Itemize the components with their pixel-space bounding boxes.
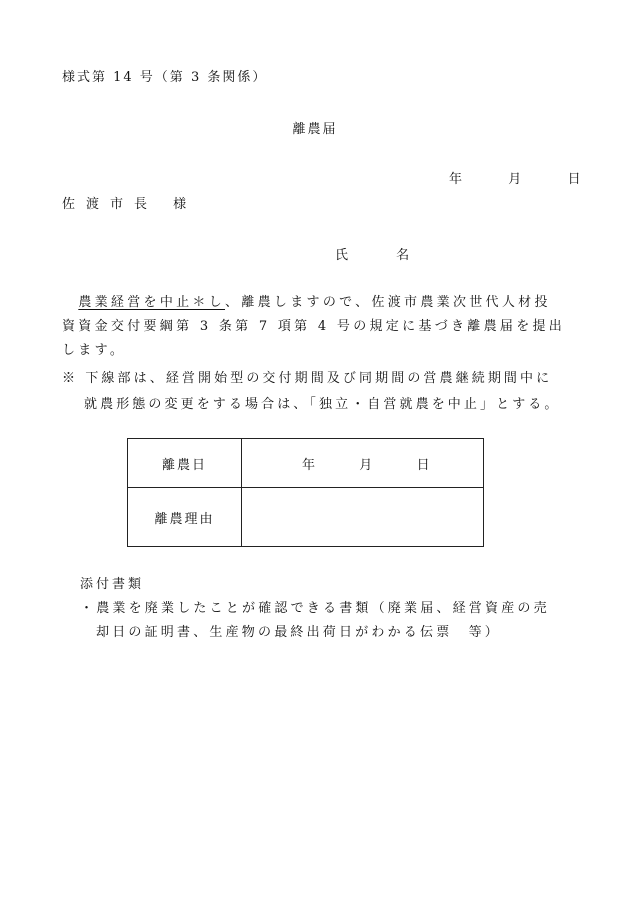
table-row-date [128,439,484,488]
cessation-year-label: 年 [302,457,316,473]
note-line-2: 就農形態の変更をする場合は、「独立・自営就農を中止」とする。 [84,397,561,412]
date-year-label: 年 [449,172,463,187]
submission-date [449,168,581,187]
body-line-1-rest: 、離農しますので、佐渡市農業次世代人材投 [225,295,551,310]
attachment-line-2: 却日の証明書、生産物の最終出荷日がわかる伝票 等） [96,625,502,640]
cessation-day-label: 日 [416,457,430,473]
attachment-line-1: ・農業を廃業したことが確認できる書類（廃業届、経営資産の売 [80,601,550,616]
note-line-1: ※ 下線部は、経営開始型の交付期間及び同期間の営農継続期間中に [62,371,553,386]
addressee: 佐渡市長 様 [62,197,198,212]
table-row-reason [128,488,484,547]
body-line-1 [62,291,572,315]
cessation-date-label: 離農日 [128,439,242,488]
cessation-reason-label: 離農理由 [128,488,242,547]
farming-cessation-table [127,438,484,547]
attachment-item [80,597,550,645]
document-title: 離農届 [292,122,338,137]
applicant-name-label: 氏 名 [335,248,432,263]
underlined-phrase: 農業経営を中止＊し [78,295,226,310]
attachments-title: 添付書類 [80,577,145,592]
body-line-2: 資資金交付要綱第 3 条第 7 項第 4 号の規定に基づき離農届を提出 [62,319,566,334]
cessation-reason-field[interactable] [242,488,484,547]
body-paragraph [62,291,572,363]
date-month-label: 月 [508,172,522,187]
note [62,366,561,418]
form-number: 様式第 14 号（第 3 条関係） [62,70,268,85]
cessation-month-label: 月 [359,457,373,473]
date-day-label: 日 [567,172,581,187]
cessation-date-field[interactable] [242,439,484,488]
body-line-3: します。 [62,343,127,358]
